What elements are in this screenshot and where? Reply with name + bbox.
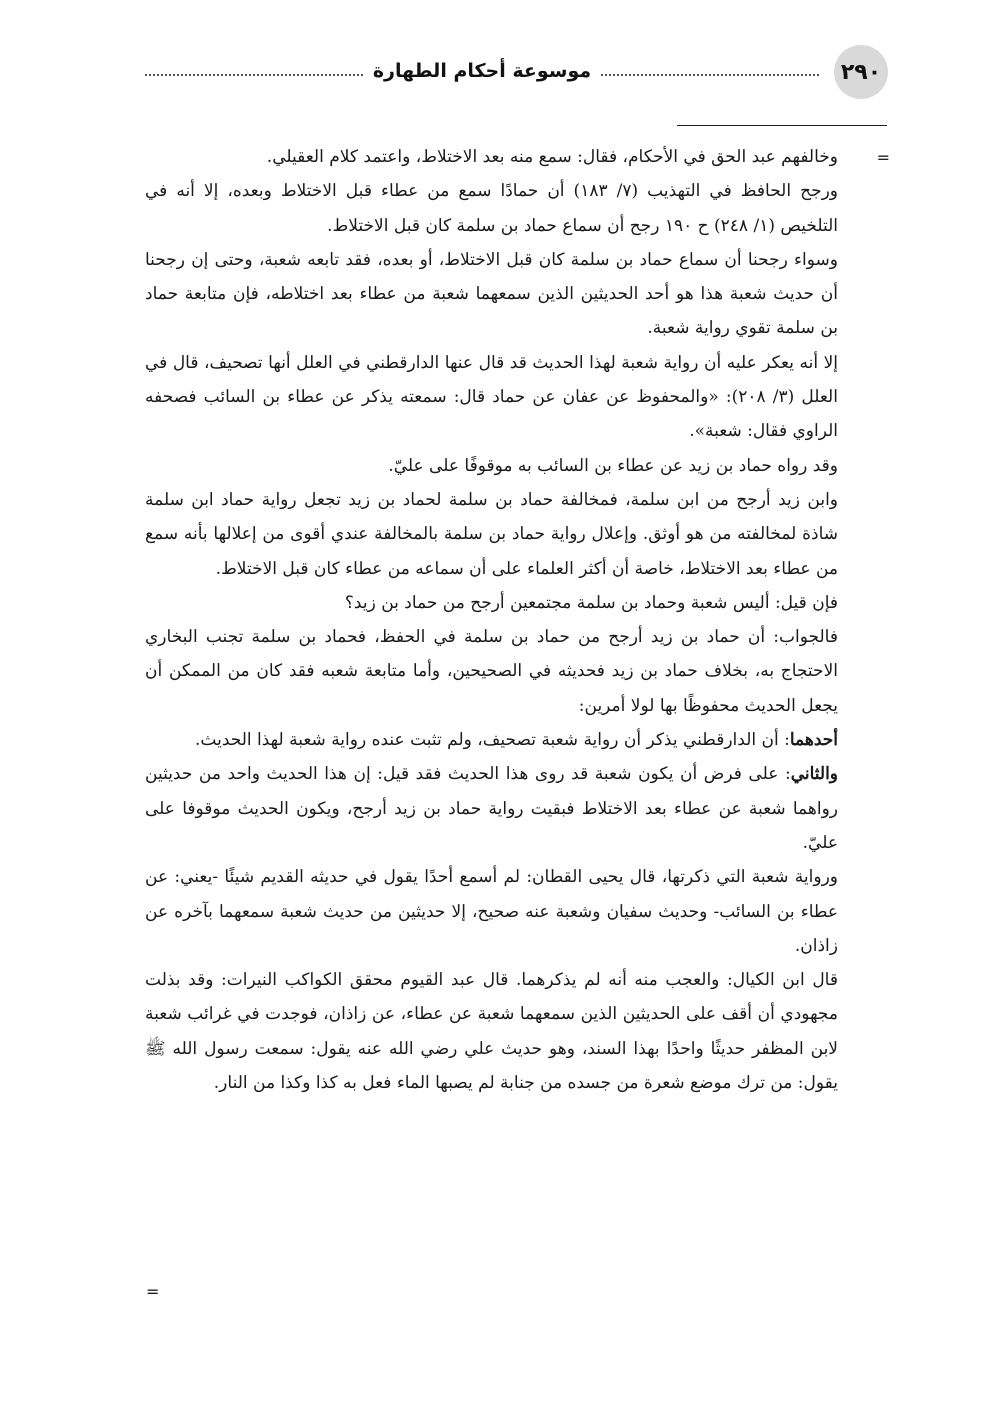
paragraph: وقد رواه حماد بن زيد عن عطاء بن السائب به موقوفًا على عليّ.: [388, 455, 838, 476]
paragraph-lead: أحدهما: [789, 730, 838, 751]
footnote-divider: [677, 125, 887, 126]
leader-dots-right: [601, 74, 819, 76]
continues-next-page-mark: =: [146, 1282, 160, 1301]
book-title: موسوعة أحكام الطهارة: [372, 60, 592, 82]
page-number: ٢٩٠: [834, 45, 888, 99]
paragraph: وسواء رجحنا أن سماع حماد بن سلمة كان قبل الاختلاط، أو بعده، فقد تابعه شعبة، وحتى إن رجحنا أن حديث شعبة هذا هو أحد الحديثين الذين سمعهما شعبة من عطاء بعد اختلاطه، فإن متابعة حماد بن سلمة تقوي رواية شعبة.: [145, 249, 838, 339]
running-header: [145, 56, 819, 86]
paragraph: قال ابن الكيال: والعجب منه أنه لم يذكرهما. قال عبد القيوم محقق الكواكب النيرات: وقد بذلت مجهودي أن أقف على الحديثين الذين سمعهما شعبة عن عطاء، عن زاذان، فوجدت في غرائب شعبة لابن المظفر حديثًا واحدًا بهذا السند، وهو حديث علي رضي الله عنه يقول: سمعت رسول الله ﷺ يقول: من ترك موضع شعرة من جسده من جنابة لم يصبها الماء فعل به كذا وكذا من النار.: [145, 970, 838, 1094]
paragraph: إلا أنه يعكر عليه أن رواية شعبة لهذا الحديث قد قال عنها الدارقطني في العلل أنها تصحيف، قال في العلل (٣/ ٢٠٨): «والمحفوظ عن عفان عن حماد قال: سمعته يذكر عن عطاء بن السائب فصحفه الراوي فقال: شعبة».: [145, 352, 838, 442]
paragraph: ورواية شعبة التي ذكرتها، قال يحيى القطان: لم أسمع أحدًا يقول في حديثه القديم شيئًا -يعني: عن عطاء بن السائب- وحديث سفيان وشعبة عنه صحيح، إلا حديثين من حديث شعبة سمعهما بآخره عن زاذان.: [145, 867, 838, 956]
paragraph: [145, 723, 838, 757]
paragraph-rest: : على فرض أن يكون شعبة قد روى هذا الحديث فقد قيل: إن هذا الحديث واحد من حديثين رواهما شعبة عن عطاء بعد الاختلاط فبقيت رواية حماد بن زيد أرجح، ويكون الحديث موقوفا على عليّ.: [145, 764, 838, 853]
paragraph-lead: والثاني: [790, 764, 839, 785]
continuation-mark: =: [876, 148, 890, 167]
footnote-body: [145, 140, 838, 1100]
paragraph-rest: : أن الدارقطني يذكر أن رواية شعبة تصحيف، ولم تثبت عنده رواية شعبة لهذا الحديث.: [195, 730, 790, 751]
paragraph: فالجواب: أن حماد بن زيد أرجح من حماد بن سلمة في الحفظ، فحماد بن سلمة تجنب البخاري الاحتجاج به، بخلاف حماد بن زيد فحديثه في الصحيحين، وأما متابعة شعبه فقد كان من الممكن أن يجعل الحديث محفوظًا بها لولا أمرين:: [145, 627, 838, 716]
leader-dots-left: [145, 74, 363, 76]
paragraph: وخالفهم عبد الحق في الأحكام، فقال: سمع منه بعد الاختلاط، واعتمد كلام العقيلي.: [266, 147, 838, 167]
paragraph: وابن زيد أرجح من ابن سلمة، فمخالفة حماد بن سلمة لحماد بن زيد تجعل رواية حماد ابن سلمة شاذة لمخالفته من هو أوثق. وإعلال رواية حماد بن سلمة بالمخالفة عندي أقوى من إعلالها بأنه سمع من عطاء بعد الاختلاط، خاصة أن أكثر العلماء على أن سماعه من عطاء كان قبل الاختلاط.: [145, 489, 838, 579]
paragraph: [145, 757, 838, 860]
paragraph: فإن قيل: أليس شعبة وحماد بن سلمة مجتمعين أرجح من حماد بن زيد؟: [344, 592, 838, 613]
paragraph: ورجح الحافظ في التهذيب (٧/ ١٨٣) أن حمادًا سمع من عطاء قبل الاختلاط وبعده، إلا أنه في التلخيص (١/ ٢٤٨) ح ١٩٠ رجح أن سماع حماد بن سلمة كان قبل الاختلاط.: [145, 181, 838, 236]
